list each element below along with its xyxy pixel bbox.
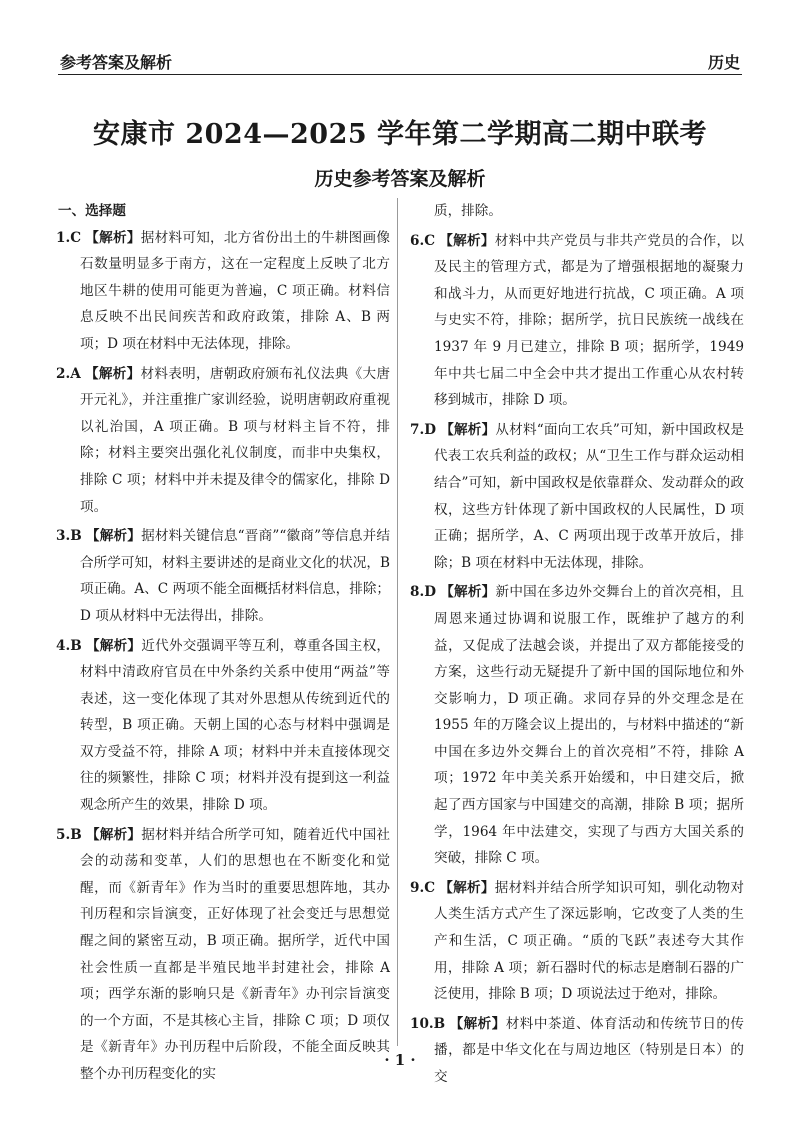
item-answer: A bbox=[70, 365, 81, 382]
header-doc-type: 参考答案及解析 bbox=[60, 53, 173, 72]
right-column bbox=[410, 198, 744, 1094]
page-header bbox=[58, 44, 742, 75]
item-number: 6. bbox=[410, 232, 425, 249]
item-answer: B bbox=[70, 826, 82, 843]
item-explanation: 材料表明，唐朝政府颁布礼仪法典《大唐开元礼》，并注重推广家训经验，说明唐朝政府重视以礼治国，A 项正确。B 项与材料主旨不符，排除；材料主要突出强化礼仪制度，而非中央集权，排除 C 项；材料中并未提及律令的儒家化，排除 D 项。 bbox=[80, 365, 391, 515]
analysis-tag: 【解析】 bbox=[440, 584, 496, 601]
answer-item-9 bbox=[410, 875, 744, 1008]
item-number: 8. bbox=[410, 584, 425, 601]
analysis-tag: 【解析】 bbox=[85, 637, 142, 654]
item-answer: C bbox=[424, 232, 436, 249]
item-explanation: 据材料关键信息“晋商”“徽商”等信息并结合所学可知，材料主要讲述的是商业文化的状况，B 项正确。A、C 两项不能全面概括材料信息，排除；D 项从材料中无法得出，排除。 bbox=[80, 528, 391, 624]
item-number: 7. bbox=[410, 421, 425, 438]
item-answer: C bbox=[70, 229, 82, 246]
document-title: 安康市 2024—2025 学年第二学期高二期中联考 bbox=[92, 119, 708, 150]
item-explanation: 据材料并结合所学可知，随着近代中国社会的动荡和变革，人们的思想也在不断变化和觉醒，而《新青年》作为当时的重要思想阵地，其办刊历程和宗旨演变，正好体现了社会变迁与思想觉醒之间的紧密互动，B 项正确。据所学，近代中国社会性质一直都是半殖民地半封建社会，排除 A 项；西学东渐的影响只是《新青年》办刊宗旨演变的一个方面，不是其核心主旨，排除 C 项；D 项仅是《新青年》办刊历程中后阶段，不能全面反映其整个办刊历程变化的实 bbox=[80, 826, 391, 1082]
answer-item-5-continued bbox=[410, 198, 744, 225]
item-explanation: 材料中茶道、体育活动和传统节日的传播，都是中华文化在与周边地区（特别是日本）的交 bbox=[434, 1015, 745, 1085]
item-explanation: 从材料“面向工农兵”可知，新中国政权是代表工农兵利益的政权；从“卫生工作与群众运动相结合”可知，新中国政权是依靠群众、发动群众的政权，这些方针体现了新中国政权的人民属性，D 项正确；据所学，A、C 两项出现于改革开放后，排除；B 项在材料中无法体现，排除。 bbox=[434, 421, 745, 571]
item-answer: B bbox=[70, 528, 82, 545]
item-number: 2. bbox=[56, 365, 71, 382]
answer-item-2 bbox=[56, 361, 390, 521]
analysis-tag: 【解析】 bbox=[440, 421, 496, 438]
item-number: 10. bbox=[410, 1015, 434, 1032]
item-answer: B bbox=[70, 637, 82, 654]
column-divider bbox=[397, 198, 398, 1046]
analysis-tag: 【解析】 bbox=[85, 229, 141, 246]
answer-item-7 bbox=[410, 417, 744, 577]
left-column bbox=[56, 198, 390, 1091]
analysis-tag: 【解析】 bbox=[84, 365, 141, 382]
item-explanation: 质，排除。 bbox=[434, 203, 502, 219]
analysis-tag: 【解析】 bbox=[439, 879, 495, 896]
item-number: 4. bbox=[56, 637, 71, 654]
item-number: 5. bbox=[56, 826, 71, 843]
answer-item-5 bbox=[56, 822, 390, 1088]
item-explanation: 新中国在多边外交舞台上的首次亮相，且周恩来通过协调和说服工作，既维护了越方的利益，又促成了法越会谈，并提出了双方都能接受的方案，这些行动无疑提升了新中国的国际地位和外交影响力，D 项正确。求同存异的外交理念是在 1955 年的万隆会议上提出的，与材料中描述的“新中国在多边外交舞台上的首次亮相”不符，排除 A 项；1972 年中美关系开始缓和，中日建交后，掀起了西方国家与中国建交的高潮，排除 B 项；据所学，1964 年中法建交，实现了与西方大国关系的突破，排除 C 项。 bbox=[434, 584, 745, 867]
item-number: 3. bbox=[56, 528, 71, 545]
item-answer: D bbox=[424, 421, 436, 438]
item-explanation: 据材料并结合所学知识可知，驯化动物对人类生活方式产生了深远影响，它改变了人类的生产和生活，C 项正确。“质的飞跃”表述夸大其作用，排除 A 项；新石器时代的标志是磨制石器的广泛使用，排除 B 项；D 项说法过于绝对，排除。 bbox=[434, 879, 745, 1003]
item-explanation: 材料中共产党员与非共产党员的合作，以及民主的管理方式，都是为了增强根据地的凝聚力和战斗力，从而更好地进行抗战，C 项正确。A 项与史实不符，排除；据所学，抗日民族统一战线在 1937 年 9 月已建立，排除 B 项；据所学，1949 年中共七届二中全会中共才提出工作重心从农村转移到城市，排除 D 项。 bbox=[434, 232, 745, 409]
item-explanation: 近代外交强调平等互利，尊重各国主权，材料中清政府官员在中外条约关系中使用“两益”等表述，这一变化体现了其对外思想从传统到近代的转型，B 项正确。天朝上国的心态与材料中强调是双方受益不符，排除 A 项；材料中并未直接体现交往的频繁性，排除 C 项；材料并没有提到这一利益观念所产生的效果，排除 D 项。 bbox=[80, 637, 391, 814]
item-number: 9. bbox=[410, 879, 425, 896]
answer-item-4 bbox=[56, 633, 390, 819]
header-subject: 历史 bbox=[707, 53, 740, 72]
analysis-tag: 【解析】 bbox=[449, 1015, 506, 1032]
item-answer: D bbox=[424, 584, 436, 601]
item-number: 1. bbox=[56, 229, 71, 246]
analysis-tag: 【解析】 bbox=[439, 232, 495, 249]
answer-item-6 bbox=[410, 228, 744, 414]
analysis-tag: 【解析】 bbox=[85, 528, 142, 545]
analysis-tag: 【解析】 bbox=[85, 826, 142, 843]
item-answer: B bbox=[433, 1015, 446, 1032]
item-answer: C bbox=[424, 879, 436, 896]
item-explanation: 据材料可知，北方省份出土的牛耕图画像石数量明显多于南方，这在一定程度上反映了北方地区牛耕的使用可能更为普遍，C 项正确。材料信息反映不出民间疾苦和政府政策，排除 A、B 两项；D 项在材料中无法体现，排除。 bbox=[80, 229, 391, 352]
page-number: · 1 · bbox=[384, 1051, 416, 1069]
answer-item-1 bbox=[56, 225, 390, 358]
answer-item-8 bbox=[410, 579, 744, 872]
document-subtitle: 历史参考答案及解析 bbox=[314, 168, 486, 190]
answer-item-3 bbox=[56, 523, 390, 629]
section-heading: 一、选择题 bbox=[58, 203, 126, 219]
